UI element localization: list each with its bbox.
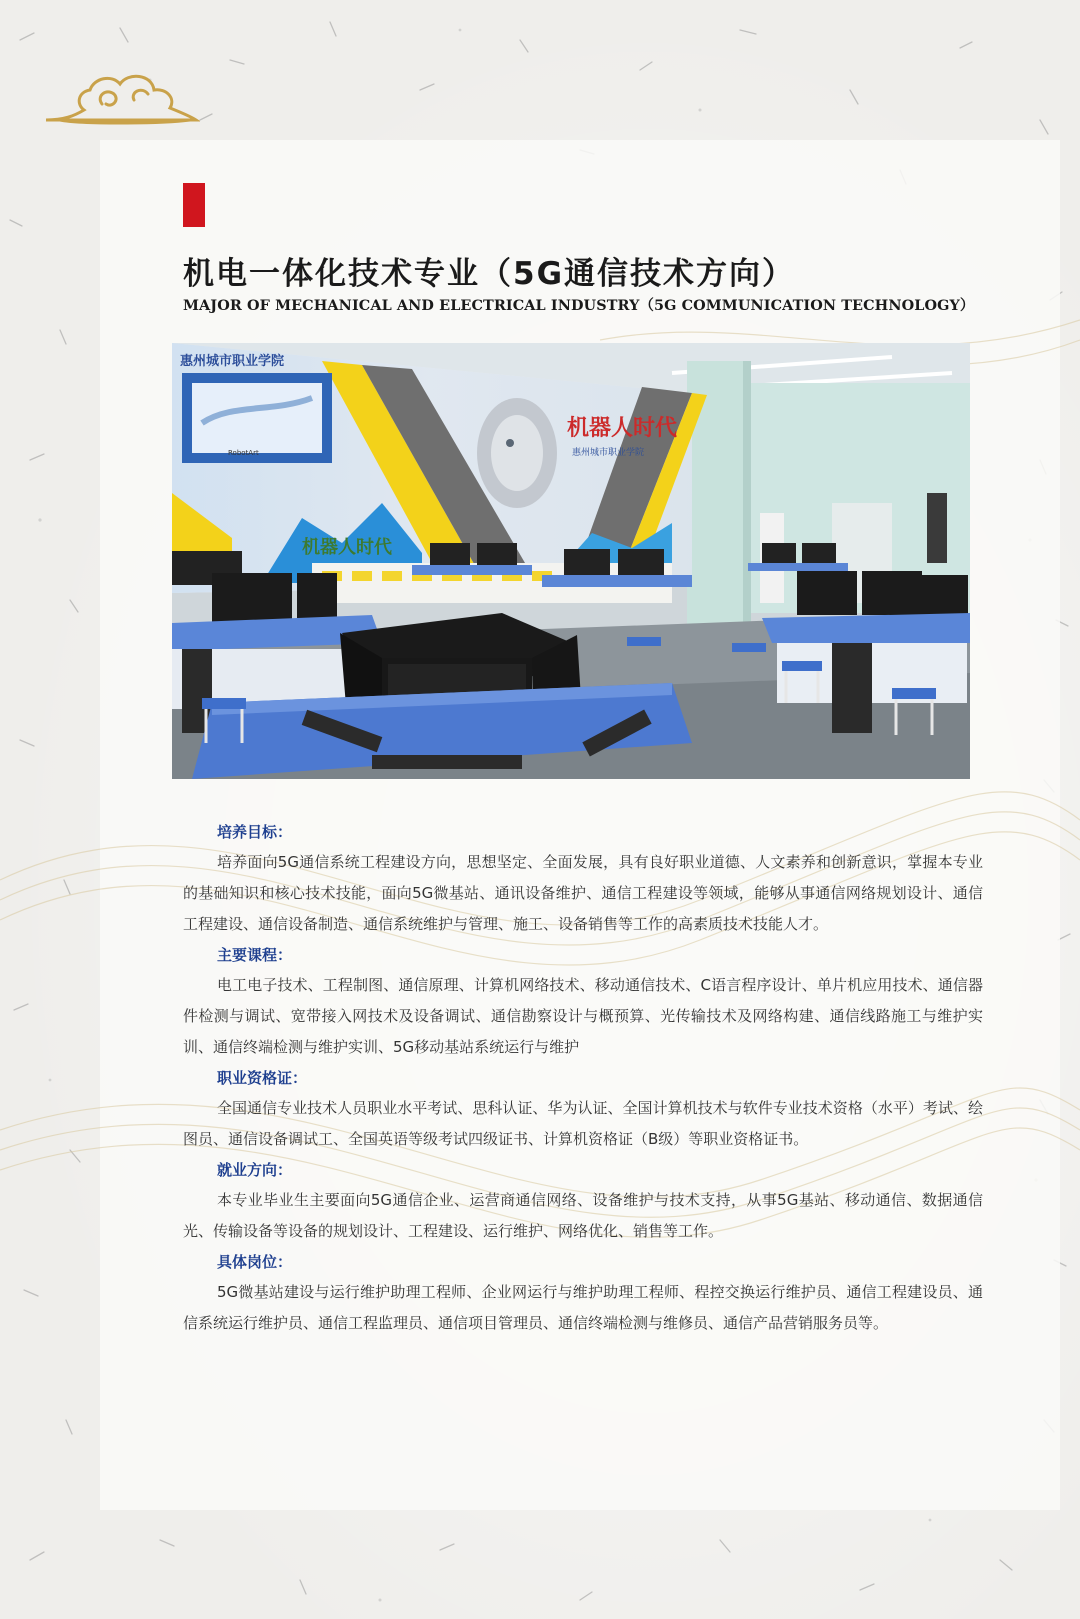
section-heading: 主要课程： — [217, 946, 293, 964]
page-subtitle-en: MAJOR OF MECHANICAL AND ELECTRICAL INDUSTRY（5G COMMUNICATION TECHNOLOGY） — [183, 297, 975, 314]
wall-slogan-small: 机器人时代 — [302, 537, 392, 558]
section-main-courses — [183, 940, 983, 1063]
section-heading: 具体岗位： — [217, 1253, 293, 1271]
section-training-goal — [183, 817, 983, 940]
major-details — [183, 817, 983, 1339]
lab-photo — [172, 343, 970, 779]
title-accent-bar — [183, 183, 205, 227]
auspicious-cloud-icon — [40, 60, 200, 130]
section-heading: 培养目标： — [217, 823, 293, 841]
wall-slogan: 机器人时代 — [567, 415, 678, 441]
section-body: 全国通信专业技术人员职业水平考试、思科认证、华为认证、全国计算机技术与软件专业技术资格（水平）考试、绘图员、通信设备调试工、全国英语等级考试四级证书、计算机资格证（B级）等职业资格证书。 — [183, 1099, 983, 1148]
section-career-direction — [183, 1155, 983, 1247]
section-body: 培养面向5G通信系统工程建设方向，思想坚定、全面发展，具有良好职业道德、人文素养和创新意识，掌握本专业的基础知识和核心技术技能，面向5G微基站、通讯设备维护、通信工程建设等领域，能够从事通信网络规划设计、通信工程建设、通信设备制造、通信系统维护与管理、施工、设备销售等工作的高素质技术技能人才。 — [183, 853, 983, 933]
page-title: 机电一体化技术专业（5G通信技术方向） — [183, 256, 796, 292]
wall-sub-label: 惠州城市职业学院 — [572, 448, 645, 458]
section-certificates — [183, 1063, 983, 1155]
section-heading: 就业方向： — [217, 1161, 293, 1179]
wall-small-heading: RobotArt — [228, 449, 259, 457]
section-body: 本专业毕业生主要面向5G通信企业、运营商通信网络、设备维护与技术支持，从事5G基站、移动通信、数据通信光、传输设备等设备的规划设计、工程建设、运行维护、网络优化、销售等工作。 — [183, 1191, 983, 1240]
wall-school-name: 惠州城市职业学院 — [180, 354, 285, 369]
section-heading: 职业资格证： — [217, 1069, 308, 1087]
section-body: 电工电子技术、工程制图、通信原理、计算机网络技术、移动通信技术、C语言程序设计、单片机应用技术、通信器件检测与调试、宽带接入网技术及设备调试、通信勘察设计与概预算、光传输技术及网络构建、通信线路施工与维护实训、通信终端检测与维护实训、5G移动基站系统运行与维护 — [183, 976, 983, 1056]
section-job-positions — [183, 1247, 983, 1339]
section-body: 5G微基站建设与运行维护助理工程师、企业网运行与维护助理工程师、程控交换运行维护员、通信工程建设员、通信系统运行维护员、通信工程监理员、通信项目管理员、通信终端检测与维修员、通信产品营销服务员等。 — [183, 1283, 983, 1332]
